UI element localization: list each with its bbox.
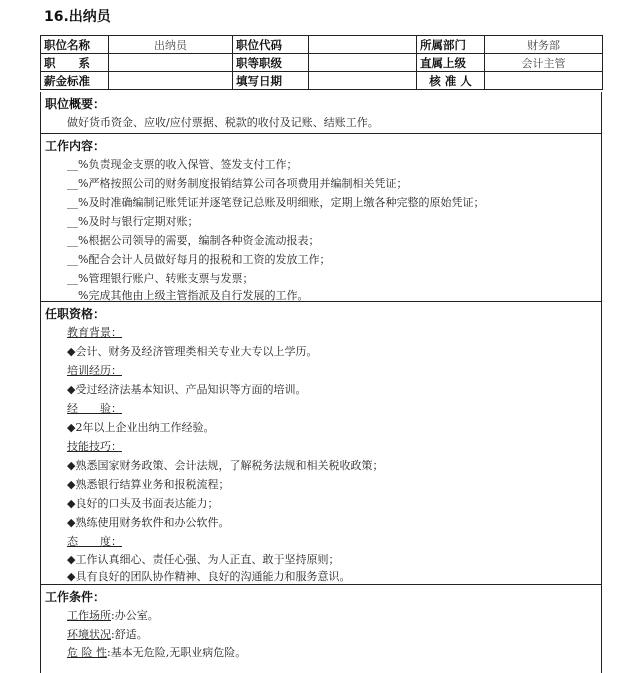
duty-item: __%及时准确编制记账凭证并逐笔登记总账及明细账，定期上缴各种完整的原始凭证； — [67, 196, 485, 209]
table-row — [41, 54, 603, 72]
position-info-table — [40, 35, 603, 90]
duty-item: __%负责现金支票的收入保管、签发支付工作； — [67, 158, 298, 171]
attitude-item: ◆具有良好的团队协作精神、良好的沟通能力和服务意识。 — [67, 570, 351, 583]
duty-item: __%完成其他由上级主管指派及自行发展的工作。 — [67, 289, 309, 302]
salary-label: 薪金标准 — [41, 72, 109, 90]
supervisor-value: 会计主管 — [485, 54, 603, 72]
table-row — [41, 72, 603, 90]
salary-value — [109, 72, 233, 90]
duties-title: 工作内容： — [45, 139, 106, 153]
training-text: ◆受过经济法基本知识、产品知识等方面的培训。 — [67, 383, 307, 396]
conditions-title: 工作条件： — [45, 590, 106, 604]
department-value: 财务部 — [485, 36, 603, 54]
position-name-value: 出纳员 — [109, 36, 233, 54]
conditions-section — [40, 585, 602, 673]
position-code-value — [309, 36, 417, 54]
skill-item: ◆熟悉银行结算业务和报税流程； — [67, 478, 230, 491]
risk-value: :基本无危险,无职业病危险。 — [107, 646, 247, 659]
job-family-label: 职 系 — [41, 54, 109, 72]
workplace-value: :办公室。 — [111, 609, 159, 622]
table-row — [41, 36, 603, 54]
position-code-label: 职位代码 — [233, 36, 309, 54]
grade-label: 职等职级 — [233, 54, 309, 72]
risk-label: 危 险 性 — [67, 646, 107, 659]
skills-label: 技能技巧： — [67, 440, 122, 453]
environment-label: 环境状况 — [67, 628, 111, 641]
qualifications-section — [40, 302, 602, 585]
qualifications-title: 任职资格： — [45, 307, 106, 321]
risk-line — [67, 644, 246, 660]
overview-title: 职位概要： — [45, 97, 106, 111]
job-family-value — [109, 54, 233, 72]
training-label: 培训经历： — [67, 364, 122, 377]
duty-item: __%根据公司领导的需要，编制各种资金流动报表； — [67, 234, 320, 247]
document-title: 16.出纳员 — [44, 9, 111, 25]
experience-label: 经 验： — [67, 402, 122, 415]
workplace-line — [67, 607, 159, 623]
environment-line — [67, 626, 148, 642]
overview-section — [40, 92, 602, 134]
overview-text: 做好货币资金、应收/应付票据、税款的收付及记账、结账工作。 — [67, 116, 379, 129]
fill-date-value — [309, 72, 417, 90]
department-label: 所属部门 — [417, 36, 485, 54]
duties-section — [40, 134, 602, 302]
attitude-item: ◆工作认真细心、责任心强、为人正直、敢于坚持原则； — [67, 553, 340, 566]
duty-item: __%严格按照公司的财务制度报销结算公司各项费用并编制相关凭证； — [67, 177, 408, 190]
duty-item: __%管理银行账户、转账支票与发票； — [67, 272, 254, 285]
approver-value — [485, 72, 603, 90]
fill-date-label: 填写日期 — [233, 72, 309, 90]
position-name-label: 职位名称 — [41, 36, 109, 54]
approver-label: 核 准 人 — [417, 72, 485, 90]
education-label: 教育背景： — [67, 326, 122, 339]
workplace-label: 工作场所 — [67, 609, 111, 622]
environment-value: :舒适。 — [111, 628, 148, 641]
skill-item: ◆熟练使用财务软件和办公软件。 — [67, 516, 230, 529]
attitude-label: 态 度： — [67, 535, 122, 548]
supervisor-label: 直属上级 — [417, 54, 485, 72]
duty-item: __%及时与银行定期对账； — [67, 215, 199, 228]
education-text: ◆会计、财务及经济管理类相关专业大专以上学历。 — [67, 345, 318, 358]
skill-item: ◆良好的口头及书面表达能力； — [67, 497, 219, 510]
skill-item: ◆熟悉国家财务政策、会计法规，了解税务法规和相关税收政策； — [67, 459, 384, 472]
duty-item: __%配合会计人员做好每月的报税和工资的发放工作； — [67, 253, 331, 266]
experience-text: ◆2年以上企业出纳工作经验。 — [67, 421, 215, 434]
grade-value — [309, 54, 417, 72]
